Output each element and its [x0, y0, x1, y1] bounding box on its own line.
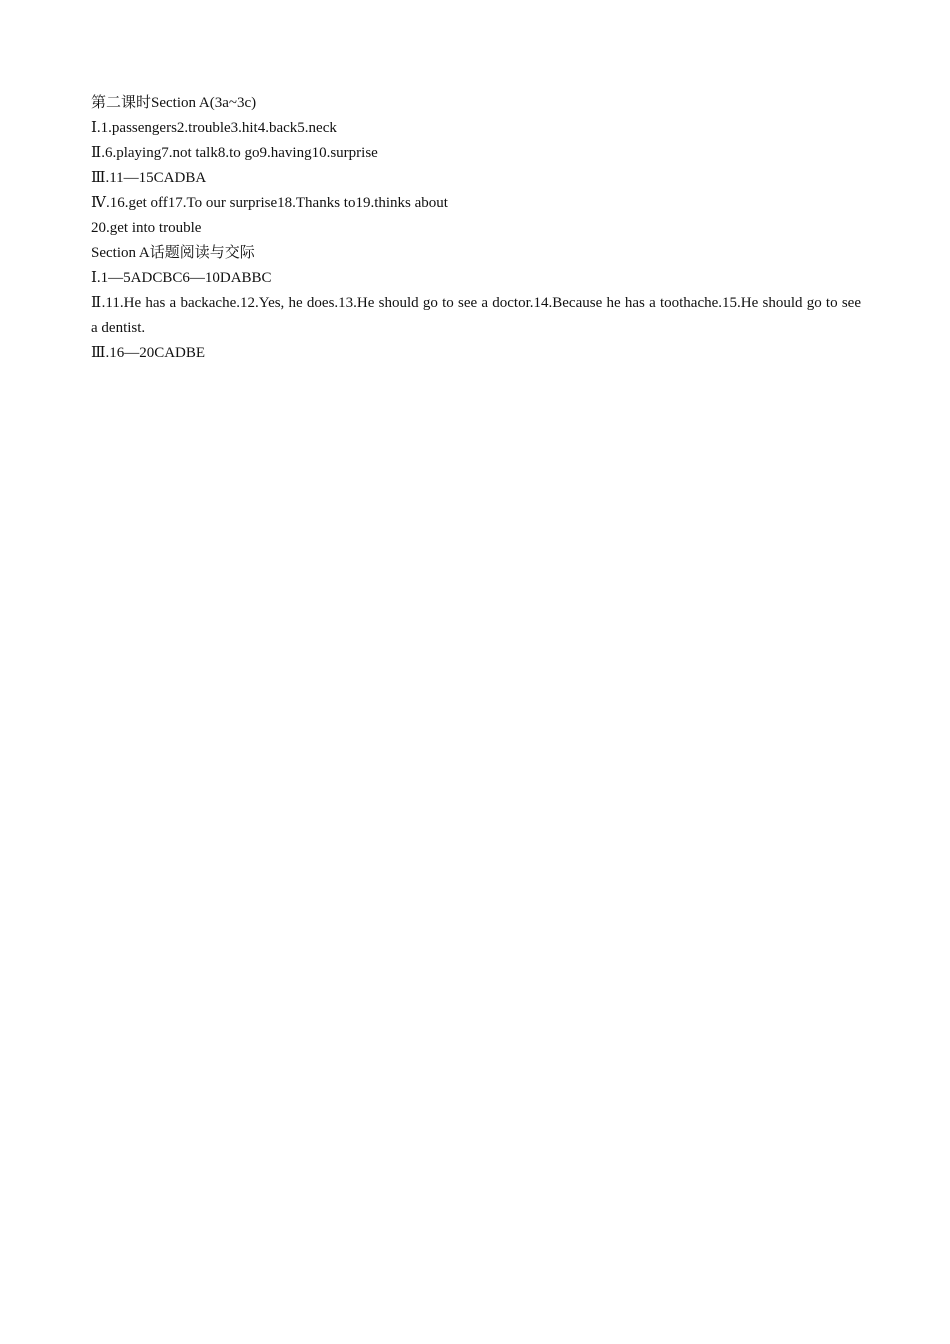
answer-document [91, 91, 861, 366]
answer-line: Ⅲ.16—20CADBE [91, 345, 206, 361]
answer-line: Ⅳ.16.get off17.To our surprise18.Thanks to19.thinks about [91, 195, 448, 211]
answer-line: Ⅲ.11—15CADBA [91, 170, 207, 186]
answer-paragraph: Ⅱ.11.He has a backache.12.Yes, he does.13.He should go to see a doctor.14.Because he has a toothache.15.He should go to see a dentist. [91, 295, 861, 336]
answer-line: Ⅰ.1.passengers2.trouble3.hit4.back5.neck [91, 120, 337, 136]
answer-line: Ⅱ.6.playing7.not talk8.to go9.having10.surprise [91, 145, 378, 161]
lesson-title: 第二课时Section A(3a~3c) [91, 95, 257, 111]
answer-line: Ⅰ.1—5ADCBC6—10DABBC [91, 270, 272, 286]
answer-line: 20.get into trouble [91, 220, 202, 236]
section-title: Section A话题阅读与交际 [91, 245, 255, 261]
